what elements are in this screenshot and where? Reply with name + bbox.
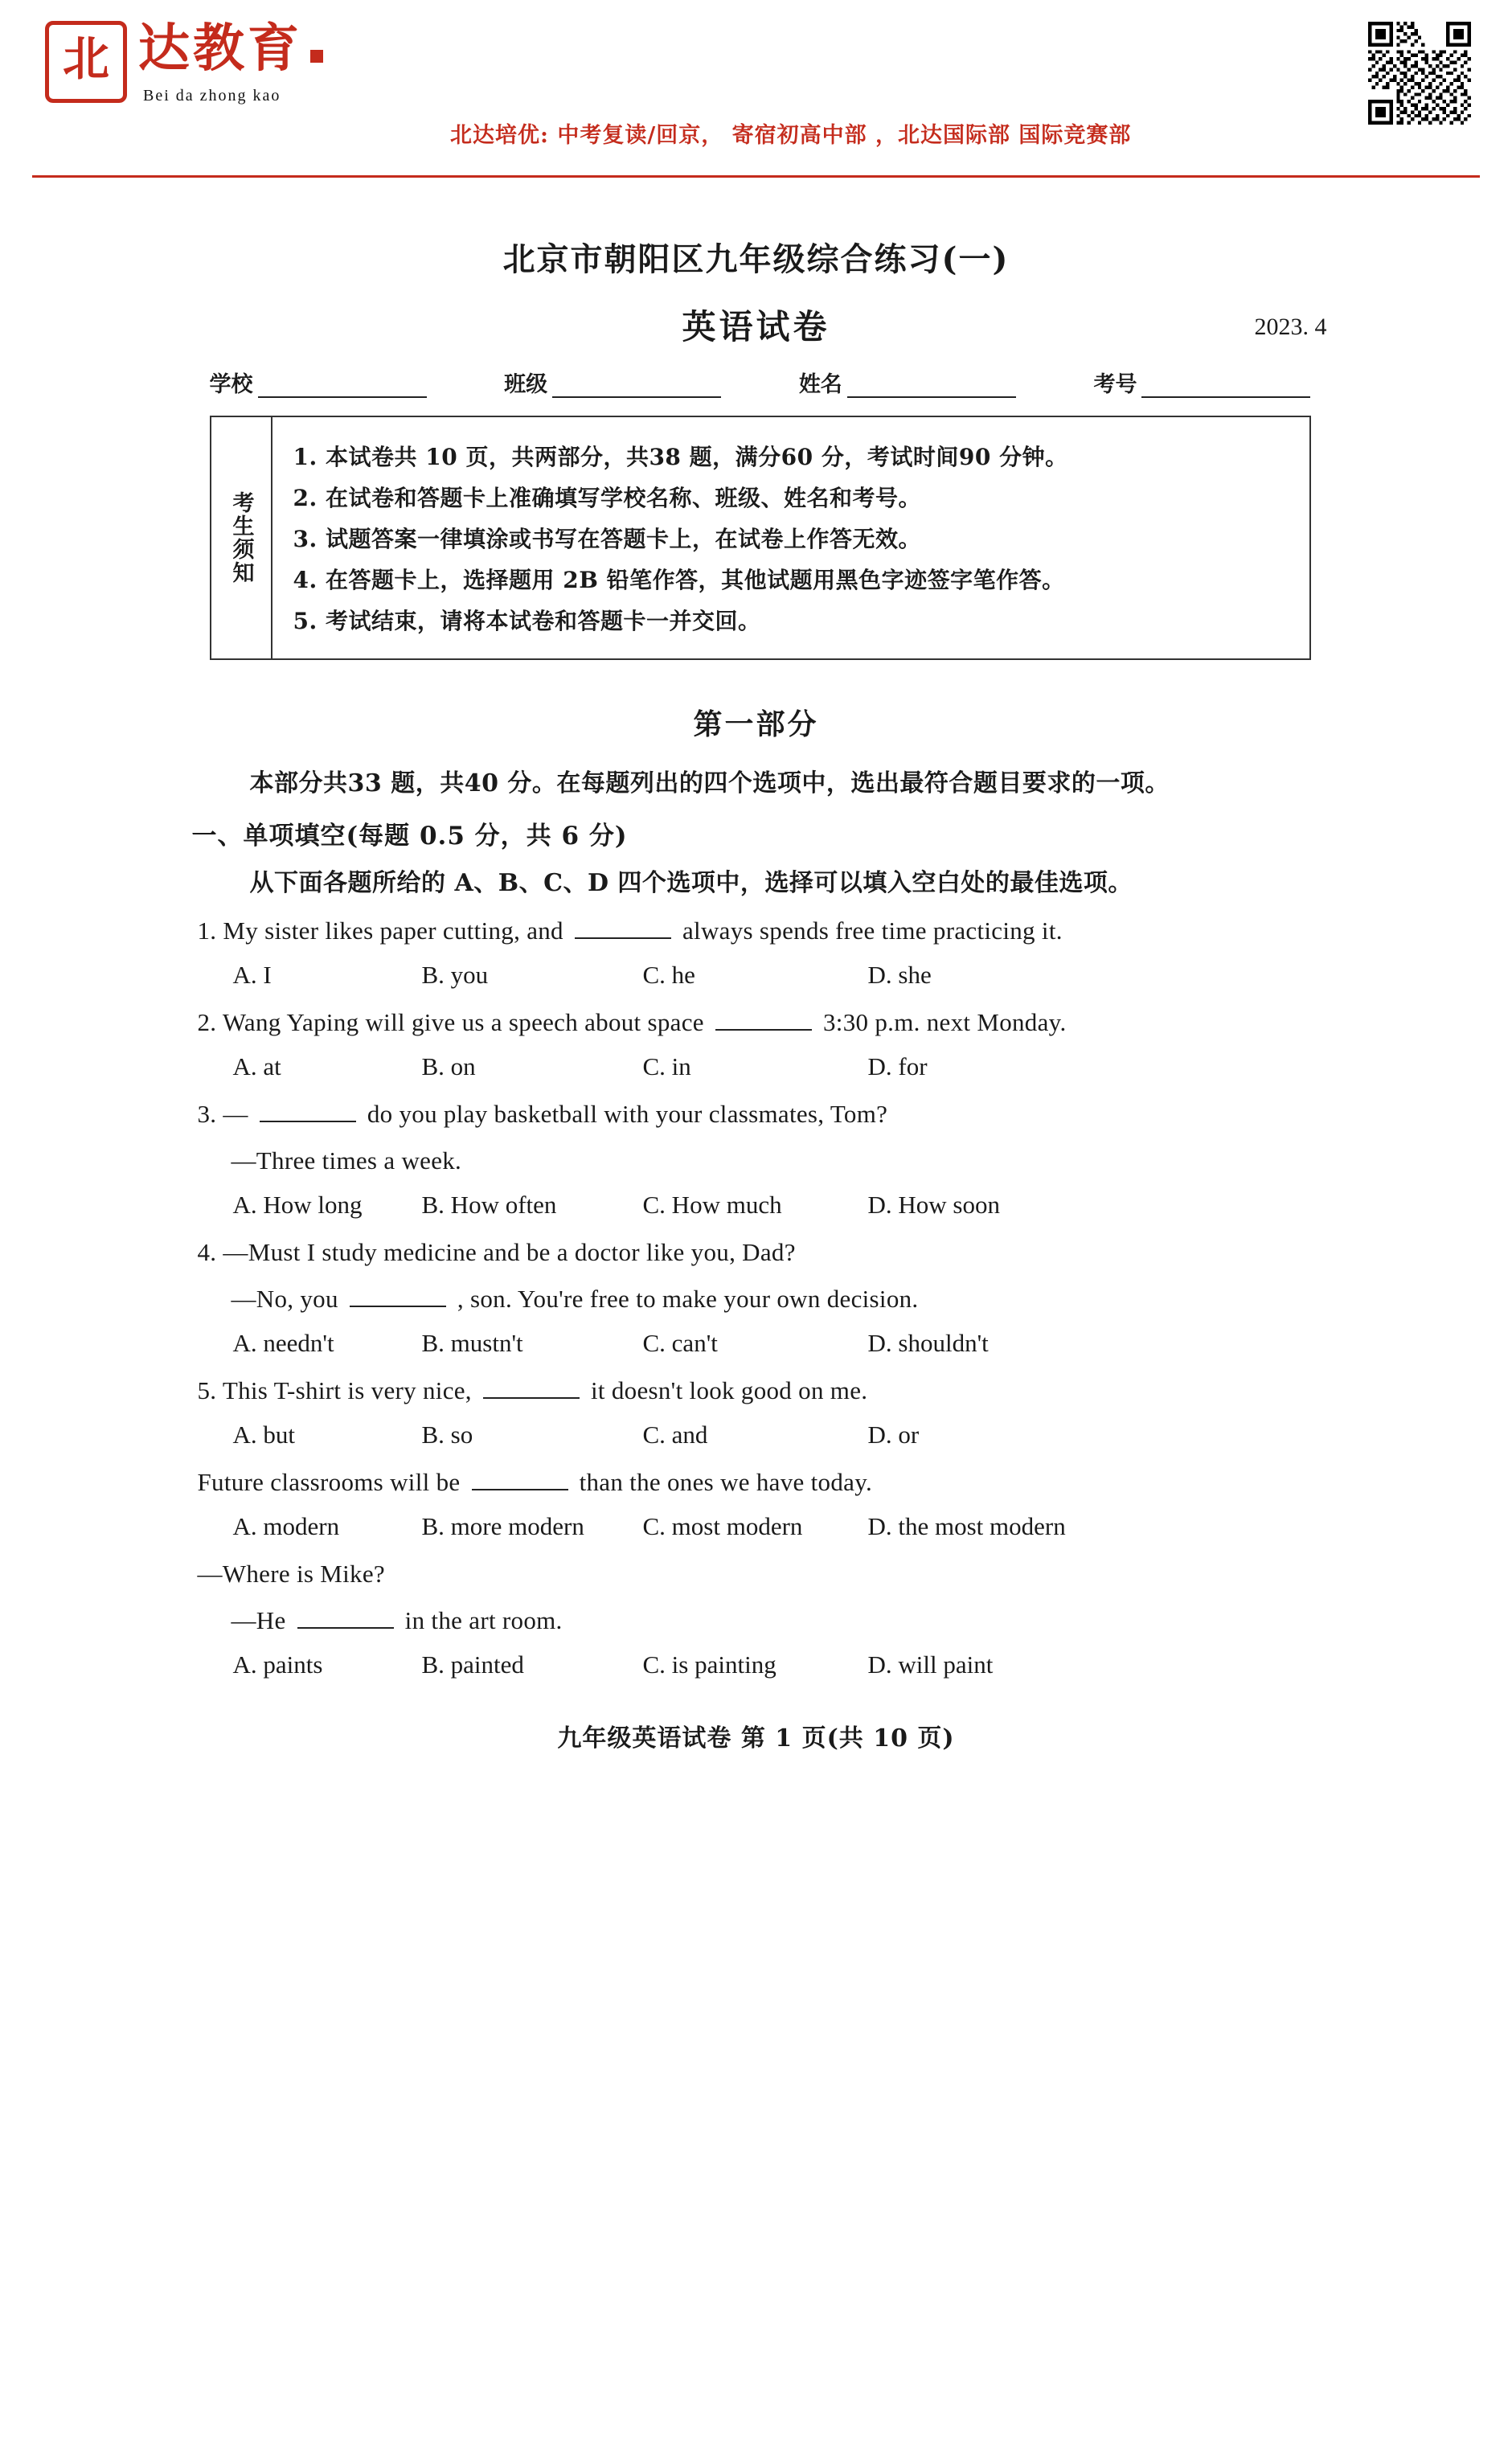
question-stem xyxy=(198,1372,1359,1409)
question-1 xyxy=(198,912,1359,990)
stem-after: than the ones we have today. xyxy=(579,1468,873,1496)
option-d[interactable]: D. for xyxy=(867,1052,928,1080)
field-exam-number xyxy=(1093,367,1310,398)
stem-before: 5. This T-shirt is very nice, xyxy=(197,1376,472,1404)
option-a[interactable]: A. How long xyxy=(232,1191,363,1219)
option-c[interactable]: C. can't xyxy=(642,1329,718,1357)
option-c[interactable]: C. most modern xyxy=(642,1512,803,1540)
option-c[interactable]: C. in xyxy=(642,1052,691,1080)
field-class-input[interactable] xyxy=(552,375,721,398)
candidate-notice-label-text: 考生须知 xyxy=(228,491,254,584)
question-options xyxy=(233,961,1359,990)
qr-code-icon xyxy=(1367,21,1472,125)
candidate-notice-box xyxy=(210,416,1311,660)
field-class xyxy=(504,367,721,398)
field-school xyxy=(210,367,427,398)
question-6 xyxy=(198,1464,1359,1541)
logo-title-cn xyxy=(138,18,323,79)
stem-after: always spends free time practicing it. xyxy=(682,916,1063,945)
option-a[interactable]: A. needn't xyxy=(232,1329,334,1357)
page-header xyxy=(32,14,1480,178)
notice-item: 2. 在试卷和答题卡上准确填写学校名称、班级、姓名和考号。 xyxy=(293,485,921,511)
page-footer: 九年级英语试卷 第 1 页(共 10 页) xyxy=(557,1724,955,1753)
option-d[interactable]: D. or xyxy=(867,1421,920,1449)
question-stem xyxy=(198,1096,1359,1133)
answer-after: , son. You're free to make your own decision. xyxy=(457,1285,919,1313)
notice-item: 4. 在答题卡上，选择题用 2B 铅笔作答，其他试题用黑色字迹签字笔作答。 xyxy=(293,567,1065,593)
section-instruction: 从下面各题所给的 A、B、C、D 四个选项中，选择可以填入空白处的最佳选项。 xyxy=(249,869,1133,897)
option-a[interactable]: A. modern xyxy=(232,1512,340,1540)
notice-item: 3. 试题答案一律填涂或书写在答题卡上，在试卷上作答无效。 xyxy=(293,526,921,552)
question-answer-line: —Three times a week. xyxy=(231,1146,462,1175)
logo-title-en: Bei da zhong kao xyxy=(143,87,281,105)
stem-after: 3:30 p.m. next Monday. xyxy=(822,1008,1067,1036)
question-answer-line xyxy=(232,1602,1359,1639)
section-heading: 一、单项填空(每题 0.5 分，共 6 分) xyxy=(191,822,628,851)
question-stem: —Where is Mike? xyxy=(197,1560,385,1588)
stem-before: 2. Wang Yaping will give us a speech about space xyxy=(197,1008,704,1036)
subject-title: 英语试卷 xyxy=(682,307,830,346)
stem-before: Future classrooms will be xyxy=(197,1468,461,1496)
page-title: 北京市朝阳区九年级综合练习(一) xyxy=(502,240,1010,278)
option-a[interactable]: A. at xyxy=(232,1052,281,1080)
student-info-fields xyxy=(210,367,1311,398)
question-stem: 4. —Must I study medicine and be a doctor like you, Dad? xyxy=(197,1238,796,1266)
candidate-notice-label xyxy=(211,417,272,658)
stem-before: 1. My sister likes paper cutting, and xyxy=(197,916,563,945)
option-a[interactable]: A. paints xyxy=(232,1650,323,1679)
option-a[interactable]: A. but xyxy=(232,1421,295,1449)
question-answer-line xyxy=(232,1281,1359,1318)
answer-blank[interactable] xyxy=(297,1611,394,1629)
answer-blank[interactable] xyxy=(715,1013,812,1031)
option-c[interactable]: C. and xyxy=(642,1421,708,1449)
answer-blank[interactable] xyxy=(472,1473,568,1490)
answer-blank[interactable] xyxy=(260,1105,356,1122)
question-stem xyxy=(198,1004,1359,1041)
option-c[interactable]: C. he xyxy=(642,961,695,989)
option-d[interactable]: D. will paint xyxy=(867,1650,994,1679)
option-b[interactable]: B. How often xyxy=(421,1191,557,1219)
logo-title-cn-text: 达教育 xyxy=(138,18,302,79)
answer-after: in the art room. xyxy=(404,1606,563,1634)
option-b[interactable]: B. mustn't xyxy=(421,1329,523,1357)
logo-mark: 北 xyxy=(45,21,127,103)
field-exam-number-input[interactable] xyxy=(1141,375,1310,398)
logo-square-icon xyxy=(310,50,323,63)
field-class-label: 班级 xyxy=(504,372,548,397)
question-stem xyxy=(198,912,1359,949)
question-options xyxy=(233,1650,1359,1679)
answer-blank[interactable] xyxy=(350,1289,446,1307)
question-2 xyxy=(198,1004,1359,1081)
stem-after: do you play basketball with your classmates, Tom? xyxy=(367,1100,888,1128)
question-options xyxy=(233,1421,1359,1449)
option-d[interactable]: D. she xyxy=(867,961,932,989)
option-d[interactable]: D. How soon xyxy=(867,1191,1000,1219)
question-options xyxy=(233,1052,1359,1081)
logo-text-block xyxy=(138,18,323,105)
option-b[interactable]: B. more modern xyxy=(421,1512,584,1540)
answer-before: —No, you xyxy=(231,1285,338,1313)
option-b[interactable]: B. painted xyxy=(421,1650,524,1679)
field-name-label: 姓名 xyxy=(798,372,842,397)
question-options xyxy=(233,1191,1359,1220)
candidate-notice-list xyxy=(272,417,1309,658)
question-options xyxy=(233,1329,1359,1358)
part-title: 第一部分 xyxy=(693,707,819,741)
stem-after: it doesn't look good on me. xyxy=(590,1376,868,1404)
exam-paper xyxy=(154,178,1359,1753)
subject-row xyxy=(154,301,1359,346)
answer-blank[interactable] xyxy=(483,1381,580,1399)
option-c[interactable]: C. is painting xyxy=(642,1650,776,1679)
question-4 xyxy=(198,1234,1359,1358)
header-tagline: 北达培优: 中考复读/回京， 寄宿初高中部 ，北达国际部 国际竞赛部 xyxy=(450,123,1132,148)
option-b[interactable]: B. so xyxy=(421,1421,473,1449)
answer-before: —He xyxy=(231,1606,286,1634)
option-b[interactable]: B. you xyxy=(421,961,489,989)
option-c[interactable]: C. How much xyxy=(642,1191,782,1219)
field-name xyxy=(799,367,1016,398)
question-3 xyxy=(198,1096,1359,1220)
field-name-input[interactable] xyxy=(847,375,1016,398)
notice-item: 1. 本试卷共 10 页，共两部分，共38 题，满分60 分，考试时间90 分钟。 xyxy=(293,444,1068,470)
answer-blank[interactable] xyxy=(575,921,671,939)
option-a[interactable]: A. I xyxy=(232,961,272,989)
field-exam-number-label: 考号 xyxy=(1093,372,1137,397)
field-school-label: 学校 xyxy=(209,372,253,397)
question-5 xyxy=(198,1372,1359,1449)
brand-logo xyxy=(45,18,323,105)
question-options xyxy=(233,1512,1359,1541)
field-school-input[interactable] xyxy=(258,375,427,398)
option-b[interactable]: B. on xyxy=(421,1052,476,1080)
part-description: 本部分共33 题，共40 分。在每题列出的四个选项中，选出最符合题目要求的一项。 xyxy=(249,769,1170,797)
question-7 xyxy=(198,1556,1359,1679)
stem-before: 3. — xyxy=(197,1100,248,1128)
option-d[interactable]: D. the most modern xyxy=(867,1512,1066,1540)
exam-date: 2023. 4 xyxy=(1254,314,1327,340)
option-d[interactable]: D. shouldn't xyxy=(867,1329,989,1357)
question-stem xyxy=(198,1464,1359,1501)
notice-item: 5. 考试结束，请将本试卷和答题卡一并交回。 xyxy=(293,608,761,634)
